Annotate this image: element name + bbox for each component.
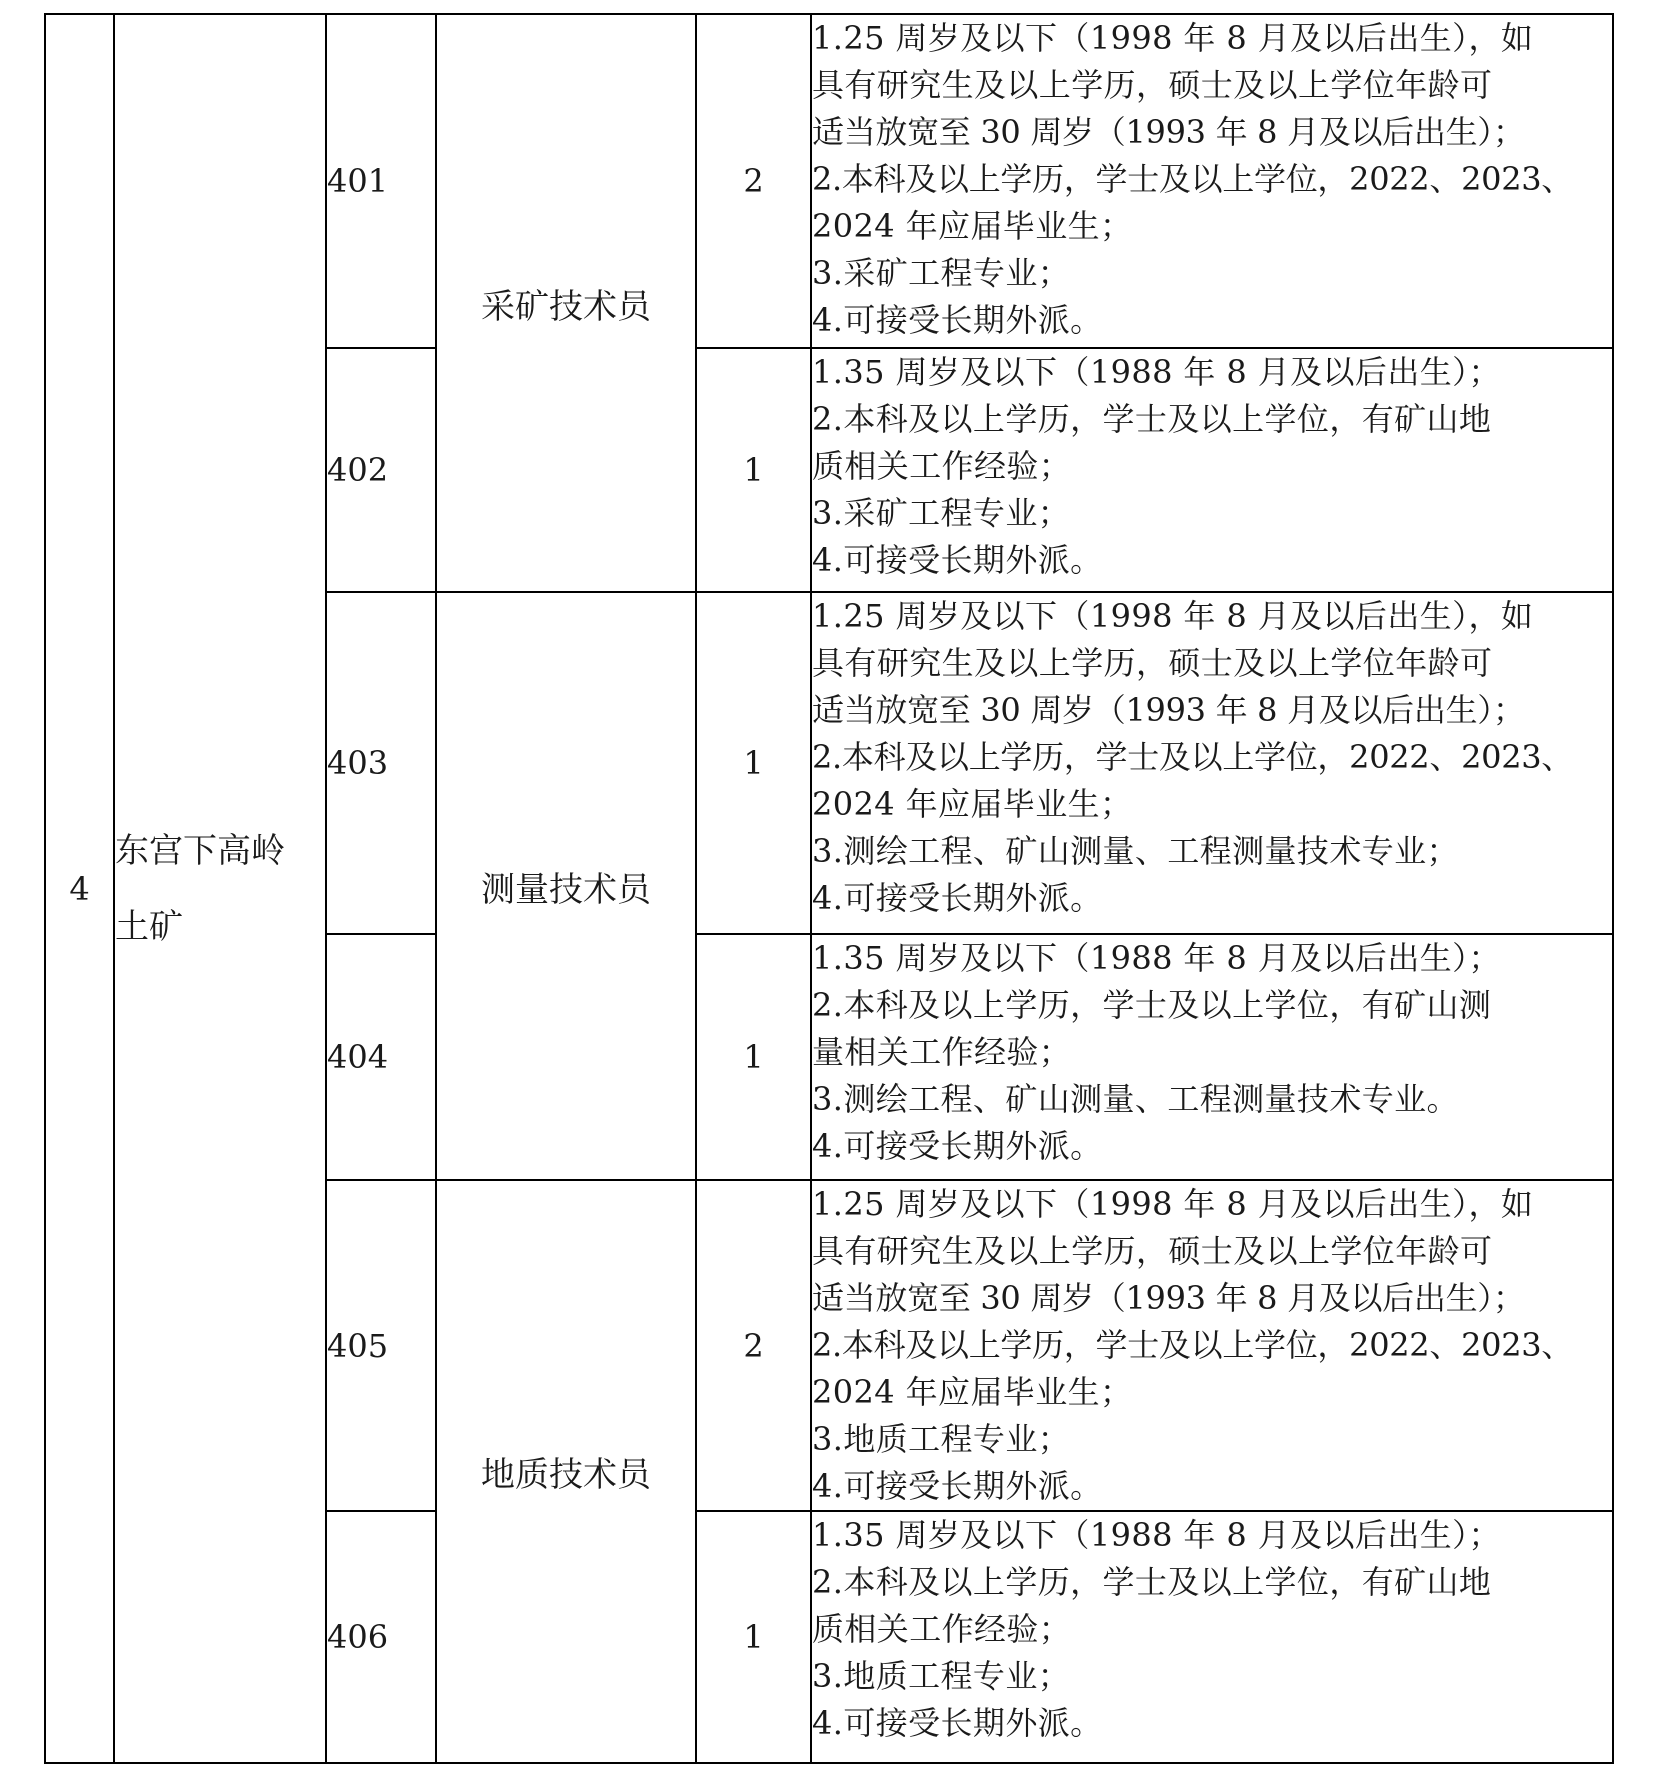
position-code: 406 <box>326 1511 436 1763</box>
requirement-line: 3.采矿工程专业； <box>812 494 1071 532</box>
requirement-line: 2024 年应届毕业生； <box>812 207 1133 245</box>
requirement-line: 1.25 周岁及以下（1998 年 8 月及以后出生），如 <box>812 597 1534 635</box>
requirement-line: 1.25 周岁及以下（1998 年 8 月及以后出生），如 <box>812 19 1534 57</box>
requirement-line: 2024 年应届毕业生； <box>812 1373 1133 1411</box>
requirement-line: 2.本科及以上学历，学士及以上学位，2022、2023、 <box>812 738 1574 776</box>
requirement-line: 具有研究生及以上学历，硕士及以上学位年龄可 <box>812 66 1493 104</box>
position-code: 403 <box>326 592 436 934</box>
position-code: 402 <box>326 348 436 592</box>
post-name: 测量技术员 <box>436 592 696 1180</box>
requirement-line: 2.本科及以上学历，学士及以上学位，2022、2023、 <box>812 160 1574 198</box>
requirements <box>811 348 1613 592</box>
requirements <box>811 1511 1613 1763</box>
hiring-count: 1 <box>696 348 811 592</box>
requirement-line: 4.可接受长期外派。 <box>812 879 1103 917</box>
recruitment-table <box>44 13 1614 1764</box>
unit-name-line: 土矿 <box>115 906 183 947</box>
requirement-line: 3.测绘工程、矿山测量、工程测量技术专业。 <box>812 1080 1459 1118</box>
requirement-line: 3.采矿工程专业； <box>812 254 1071 292</box>
requirement-line: 量相关工作经验； <box>812 1033 1072 1071</box>
requirement-line: 质相关工作经验； <box>812 1610 1072 1648</box>
position-code: 405 <box>326 1180 436 1511</box>
requirement-line: 3.地质工程专业； <box>812 1420 1071 1458</box>
requirement-line: 2.本科及以上学历，学士及以上学位，有矿山测 <box>812 986 1492 1024</box>
requirement-line: 4.可接受长期外派。 <box>812 1467 1103 1505</box>
table-row <box>45 14 1613 348</box>
requirement-line: 1.25 周岁及以下（1998 年 8 月及以后出生），如 <box>812 1185 1534 1223</box>
hiring-count: 1 <box>696 592 811 934</box>
post-name: 采矿技术员 <box>436 14 696 592</box>
unit-name-line: 东宫下高岭 <box>115 830 285 871</box>
position-code: 404 <box>326 934 436 1180</box>
requirement-line: 1.35 周岁及以下（1988 年 8 月及以后出生）； <box>812 1516 1501 1554</box>
requirement-line: 2024 年应届毕业生； <box>812 785 1133 823</box>
requirement-line: 3.测绘工程、矿山测量、工程测量技术专业； <box>812 832 1459 870</box>
requirement-line: 具有研究生及以上学历，硕士及以上学位年龄可 <box>812 1232 1493 1270</box>
requirements <box>811 592 1613 934</box>
requirement-line: 1.35 周岁及以下（1988 年 8 月及以后出生）； <box>812 939 1501 977</box>
requirement-line: 4.可接受长期外派。 <box>812 1704 1103 1742</box>
requirements <box>811 1180 1613 1511</box>
requirement-line: 3.地质工程专业； <box>812 1657 1071 1695</box>
position-code: 401 <box>326 14 436 348</box>
requirement-line: 质相关工作经验； <box>812 447 1072 485</box>
unit-name <box>114 14 326 1763</box>
post-name: 地质技术员 <box>436 1180 696 1763</box>
requirements <box>811 934 1613 1180</box>
requirement-line: 适当放宽至 30 周岁（1993 年 8 月及以后出生）； <box>812 1279 1525 1317</box>
requirement-line: 2.本科及以上学历，学士及以上学位，2022、2023、 <box>812 1326 1574 1364</box>
requirement-line: 4.可接受长期外派。 <box>812 541 1103 579</box>
hiring-count: 2 <box>696 1180 811 1511</box>
hiring-count: 1 <box>696 934 811 1180</box>
requirements <box>811 14 1613 348</box>
requirement-line: 2.本科及以上学历，学士及以上学位，有矿山地 <box>812 400 1492 438</box>
requirement-line: 2.本科及以上学历，学士及以上学位，有矿山地 <box>812 1563 1492 1601</box>
hiring-count: 2 <box>696 14 811 348</box>
requirement-line: 1.35 周岁及以下（1988 年 8 月及以后出生）； <box>812 353 1501 391</box>
sequence-number: 4 <box>45 14 114 1763</box>
requirement-line: 适当放宽至 30 周岁（1993 年 8 月及以后出生）； <box>812 691 1525 729</box>
requirement-line: 适当放宽至 30 周岁（1993 年 8 月及以后出生）； <box>812 113 1525 151</box>
requirement-line: 具有研究生及以上学历，硕士及以上学位年龄可 <box>812 644 1493 682</box>
requirement-line: 4.可接受长期外派。 <box>812 1127 1103 1165</box>
requirement-line: 4.可接受长期外派。 <box>812 301 1103 339</box>
hiring-count: 1 <box>696 1511 811 1763</box>
